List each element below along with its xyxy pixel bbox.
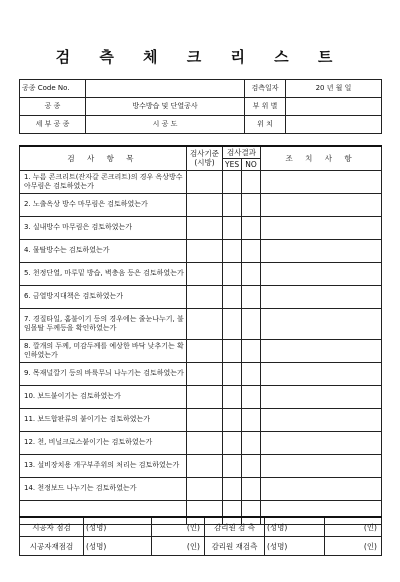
contractor-seal[interactable]: (인) (152, 517, 205, 537)
part-label: 부 위 별 (245, 98, 286, 116)
no-cell[interactable] (242, 239, 261, 262)
no-cell[interactable] (242, 285, 261, 308)
checklist-row (20, 454, 382, 477)
standard-cell[interactable] (187, 285, 223, 308)
checklist-item: 5. 천정단열, 마루밑 방습, 벽충음 등은 검토하였는가 (20, 262, 187, 285)
no-cell[interactable] (242, 454, 261, 477)
yes-cell[interactable] (223, 285, 242, 308)
contractor-recheck-label: 시공자재점검 (20, 537, 84, 556)
standard-cell[interactable] (187, 216, 223, 239)
action-cell[interactable] (261, 362, 382, 385)
action-cell[interactable] (261, 408, 382, 431)
checklist-row (20, 239, 382, 262)
supervisor-seal[interactable]: (인) (325, 517, 382, 537)
detail-value: 시 공 도 (86, 116, 245, 134)
no-cell[interactable] (242, 193, 261, 216)
checklist-row (20, 431, 382, 454)
checklist-item: 9. 목재널깔기 등의 바륙무늬 나누기는 검토하였는가 (20, 362, 187, 385)
standard-cell[interactable] (187, 477, 223, 500)
date-label: 검측일자 (245, 80, 286, 98)
supervisor-reinspect-seal[interactable]: (인) (325, 537, 382, 556)
checklist-row (20, 216, 382, 239)
standard-cell[interactable] (187, 193, 223, 216)
checklist-item: 7. 경질타일, 홈불이기 등의 경우에는 줄눈나누기, 불임몰탈 두께등을 확인하였는가 (20, 308, 187, 339)
work-label: 공 종 (20, 98, 86, 116)
page-title: 검 측 체 크 리 스 트 (55, 48, 345, 66)
contractor-check-label: 시공자 점검 (20, 517, 84, 537)
col-yes-header: YES (223, 158, 242, 170)
no-cell[interactable] (242, 431, 261, 454)
action-cell[interactable] (261, 285, 382, 308)
yes-cell[interactable] (223, 308, 242, 339)
action-cell[interactable] (261, 239, 382, 262)
standard-cell[interactable] (187, 239, 223, 262)
code-value[interactable] (86, 80, 245, 98)
standard-cell[interactable] (187, 408, 223, 431)
checklist-row (20, 170, 382, 193)
work-value: 방수방습 및 단열공사 (86, 98, 245, 116)
standard-cell[interactable] (187, 308, 223, 339)
yes-cell[interactable] (223, 193, 242, 216)
location-value[interactable] (286, 116, 382, 134)
contractor-recheck-seal[interactable]: (인) (152, 537, 205, 556)
checklist-item: 4. 물탈방수는 검토하였는가 (20, 239, 187, 262)
date-value[interactable]: 20 년 월 일 (286, 80, 382, 98)
col-items-header: 검 사 항 목 (20, 146, 187, 170)
yes-cell[interactable] (223, 262, 242, 285)
detail-label: 세 부 공 종 (20, 116, 86, 134)
checklist-row (20, 339, 382, 362)
checklist-item: 10. 보드붙이기는 검토하였는가 (20, 385, 187, 408)
checklist-item: 8. 깔개의 두께, 미감두께를 예상한 바닥 낮추기는 확인하였는가 (20, 339, 187, 362)
signature-table (19, 516, 382, 556)
checklist-item: 3. 실내방수 마무림은 검토하였는가 (20, 216, 187, 239)
yes-cell[interactable] (223, 385, 242, 408)
no-cell[interactable] (242, 216, 261, 239)
no-cell[interactable] (242, 362, 261, 385)
yes-cell[interactable] (223, 454, 242, 477)
action-cell[interactable] (261, 216, 382, 239)
checklist-row (20, 193, 382, 216)
col-result-header: 검사결과 (223, 146, 261, 158)
checklist-row (20, 385, 382, 408)
standard-cell[interactable] (187, 262, 223, 285)
checklist-row (20, 285, 382, 308)
checklist-item: 14. 천정보드 나누기는 검토하였는가 (20, 477, 187, 500)
checklist-item: 6. 금열방지대책은 검토하였는가 (20, 285, 187, 308)
col-action-header: 조 치 사 항 (261, 146, 382, 170)
standard-cell[interactable] (187, 431, 223, 454)
part-value[interactable] (286, 98, 382, 116)
yes-cell[interactable] (223, 431, 242, 454)
checklist-row (20, 362, 382, 385)
action-cell[interactable] (261, 477, 382, 500)
supervisor-inspect-label: 감리원 검 측 (205, 517, 265, 537)
checklist-row (20, 477, 382, 500)
action-cell[interactable] (261, 385, 382, 408)
location-label: 위 치 (245, 116, 286, 134)
action-cell[interactable] (261, 308, 382, 339)
col-no-header: NO (242, 158, 261, 170)
standard-cell[interactable] (187, 454, 223, 477)
no-cell[interactable] (242, 308, 261, 339)
yes-cell[interactable] (223, 170, 242, 193)
checklist-row (20, 262, 382, 285)
no-cell[interactable] (242, 262, 261, 285)
supervisor-reinspect-label: 감리원 재검측 (205, 537, 265, 556)
no-cell[interactable] (242, 339, 261, 362)
checklist-item: 1. 누름 콘크리트(잔자갈 콘크리트)의 경우 옥상방수 아무림은 검토하였는가 (20, 170, 187, 193)
checklist-item: 11. 보드합판류의 붙이기는 검토하였는가 (20, 408, 187, 431)
contractor-name-field[interactable]: (성명) (84, 517, 152, 537)
yes-cell[interactable] (223, 339, 242, 362)
action-cell[interactable] (261, 339, 382, 362)
action-cell[interactable] (261, 193, 382, 216)
no-cell[interactable] (242, 477, 261, 500)
standard-cell[interactable] (187, 385, 223, 408)
standard-cell[interactable] (187, 170, 223, 193)
supervisor-reinspect-name-field[interactable]: (성명) (265, 537, 325, 556)
checklist-item: 12. 천, 비닐크로스붙이기는 검토하였는가 (20, 431, 187, 454)
action-cell[interactable] (261, 170, 382, 193)
yes-cell[interactable] (223, 239, 242, 262)
yes-cell[interactable] (223, 362, 242, 385)
yes-cell[interactable] (223, 216, 242, 239)
no-cell[interactable] (242, 170, 261, 193)
no-cell[interactable] (242, 408, 261, 431)
checklist-item: 13. 설비장치용 개구부주위의 처리는 검토하였는가 (20, 454, 187, 477)
info-table (19, 79, 382, 134)
checklist-item: 2. 노출옥상 방수 마무림은 검토하였는가 (20, 193, 187, 216)
checklist-row (20, 308, 382, 339)
action-cell[interactable] (261, 262, 382, 285)
no-cell[interactable] (242, 385, 261, 408)
col-standard-header: 검사기준 (시방) (187, 146, 223, 170)
supervisor-name-field[interactable]: (성명) (265, 517, 325, 537)
standard-cell[interactable] (187, 339, 223, 362)
yes-cell[interactable] (223, 477, 242, 500)
action-cell[interactable] (261, 431, 382, 454)
checklist-table (19, 145, 382, 525)
standard-cell[interactable] (187, 362, 223, 385)
checklist-row (20, 408, 382, 431)
code-label: 공종 Code No. (20, 80, 86, 98)
action-cell[interactable] (261, 454, 382, 477)
yes-cell[interactable] (223, 408, 242, 431)
contractor-recheck-name-field[interactable]: (성명) (84, 537, 152, 556)
